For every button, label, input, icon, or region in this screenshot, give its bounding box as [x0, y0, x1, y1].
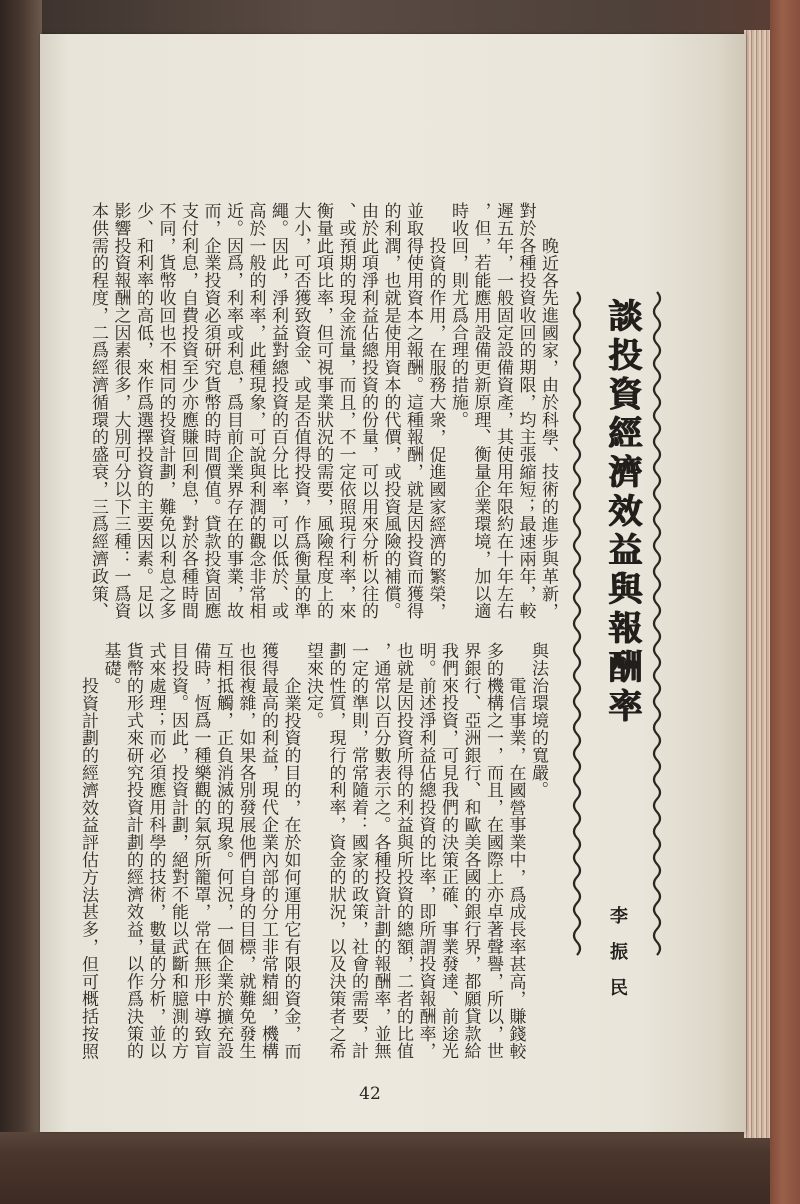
text-column: 望來決定。	[303, 642, 323, 729]
text-column: 並取得使用資本之報酬。這種報酬，就是因投資而獲得	[403, 202, 423, 620]
text-column: ，但，若能應用設備更新原理、衡量企業環境，加以適	[470, 202, 491, 620]
book-cover-edge	[770, 0, 800, 1204]
text-column: 、或預期的現金流量，而且，不一定依照現行利率，來	[335, 202, 356, 620]
page-number: 42	[359, 1084, 381, 1104]
text-column: 對於各種投資收回的期限，均主張縮短；最速兩年，較	[515, 202, 536, 620]
text-column: 高於一般的利率，此種現象，可說與利潤的觀念非常相	[245, 202, 266, 620]
text-column: 由於此項淨利益佔總投資的份量，可以用來分析以往的	[358, 202, 378, 620]
text-column: 備時，恆爲一種樂觀的氣氛所籠罩，常在無形中導致盲	[190, 642, 211, 1060]
text-column: 與法治環境的寬嚴。	[528, 642, 548, 799]
body-text-top	[86, 202, 559, 626]
article-author: 李振民	[607, 906, 628, 1014]
text-column: 投資計劃的經濟效益評估方法甚多，但可概括按照	[78, 677, 98, 1060]
text-column: 衡量此項比率，但可視事業狀況的需要，風險程度上的	[313, 202, 333, 620]
text-column: 的利潤，也就是使用資本的代價，或投資風險的補償。	[380, 202, 401, 620]
text-column: 式來處理；而必須應用科學的技術，數量的分析，並以	[145, 642, 166, 1060]
text-column: 基礎。	[100, 642, 121, 695]
text-column: 貨幣的形式來研究投資計劃的經濟效益，以作爲決策的	[123, 642, 143, 1060]
page-edge-stack	[744, 30, 770, 1138]
text-column: 不同，貨幣收回也不相同的投資計劃，難免以利息之多	[155, 202, 176, 620]
text-column: 投資的作用，在服務大衆，促進國家經濟的繁榮，	[425, 237, 446, 620]
text-column: 晚近各先進國家，由於科學、技術的進步與革新，	[538, 237, 558, 620]
text-column: 支付利息，自費投資至少亦應賺回利息，對於各種時間	[178, 202, 198, 620]
text-column: 遲五年，一般固定設備資產，其使用年限約在十年左右	[493, 202, 513, 620]
text-column: 企業投資的目的，在於如何運用它有限的資金，而	[280, 677, 301, 1060]
text-column: 時收回，則尤爲合理的措施。	[448, 202, 468, 429]
text-column: 一定的準則，常常隨着：國家的政策，社會的需要，計	[348, 642, 368, 1060]
book-binding-left	[0, 0, 42, 1204]
text-column: 也很複雜，如果各別發展他們自身的目標，就難免發生	[235, 642, 256, 1060]
text-column: 繩。因此，淨利益對總投資的百分比率，可以低於、或	[268, 202, 288, 620]
text-column: 也就是因投資所得的利益與所投資的總額，二者的比值	[393, 642, 413, 1060]
text-column: 劃的性質，現行的利率，資金的狀況，以及決策者之希	[325, 642, 346, 1060]
text-column: 本供需的程度，二爲經濟循環的盛衰，三爲經濟政策、	[88, 202, 108, 620]
text-column: 獲得最高的利益，現代企業內部的分工非常精細，機構	[258, 642, 278, 1060]
text-column: 明。前述淨利益佔總投資的比率，即所謂投資報酬率，	[415, 642, 436, 1060]
text-column: 影響投資報酬之因素很多，大別可分以下三種：一爲資	[110, 202, 131, 620]
text-column: 互相抵觸，正負消滅的現象。何況，一個企業於擴充設	[213, 642, 233, 1060]
article-title: 談投資經濟效益與報酬率	[602, 298, 642, 727]
text-column: 目投資。因此，投資計劃，絕對不能以武斷和臆測的方	[168, 642, 188, 1060]
text-column: 我們來投資，可見我們的決策正確、事業發達、前途光	[438, 642, 458, 1060]
text-column: 界銀行、亞洲銀行、和歐美各國的銀行界，都願貸款給	[460, 642, 481, 1060]
body-text-bottom	[76, 642, 549, 1066]
text-column: 而，企業投資必須研究貨幣的時間價值。貸款投資固應	[200, 202, 221, 620]
text-column: 近。因爲，利率或利息，爲目前企業界存在的事業，故	[223, 202, 243, 620]
top-background	[0, 0, 800, 36]
text-column: 大小，可否獲致資金、或是否值得投資，作爲衡量的準	[290, 202, 311, 620]
bottom-background	[0, 1132, 800, 1204]
text-column: 電信事業，在國營事業中，爲成長率甚高，賺錢較	[505, 677, 526, 1060]
text-column: 多的機構之一，而且，在國際上亦卓著聲譽，所以，世	[483, 642, 503, 1060]
text-column: ，通常以百分數表示之。各種投資計劃的報酬率，並無	[370, 642, 391, 1060]
text-column: 少、和利率的高低，來作爲選擇投資的主要因素。足以	[133, 202, 153, 620]
